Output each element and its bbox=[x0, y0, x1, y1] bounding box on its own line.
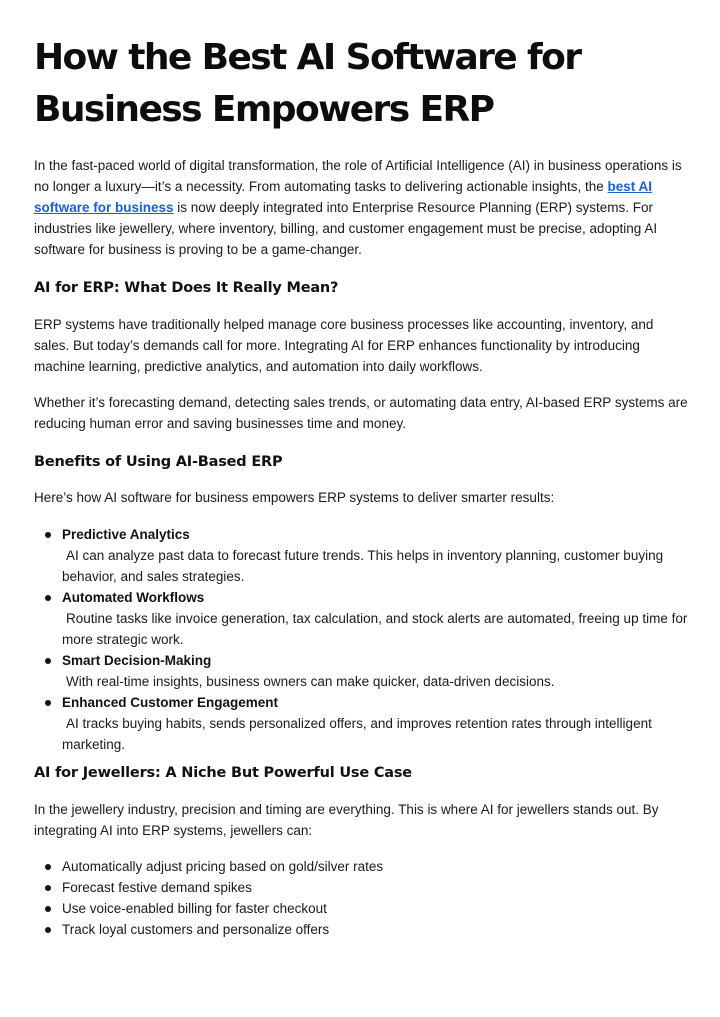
list-item bbox=[34, 692, 690, 755]
list-item: Track loyal customers and personalize offers bbox=[34, 919, 690, 940]
intro-text-before: In the fast-paced world of digital transformation, the role of Artificial Intelligence (AI) in business operations is no longer a luxury—it’s a necessity. From automating tasks to delivering actionable insights, the bbox=[34, 158, 682, 194]
section-heading-ai-for-erp: AI for ERP: What Does It Really Mean? bbox=[34, 280, 339, 296]
benefit-title: Enhanced Customer Engagement bbox=[62, 695, 279, 710]
list-item bbox=[34, 650, 690, 692]
intro-text-after: is now deeply integrated into Enterprise Resource Planning (ERP) systems. For industries like jewellery, where inventory, billing, and customer engagement must be precise, adopting AI software for business is proving to be a game-changer. bbox=[34, 200, 658, 257]
section-paragraph: ERP systems have traditionally helped manage core business processes like accounting, inventory, and sales. But today’s demands call for more. Integrating AI for ERP enhances functionality by introducing machine learning, predictive analytics, and automation into daily workflows. bbox=[34, 317, 654, 374]
intro-paragraph bbox=[34, 155, 690, 260]
benefit-description: AI can analyze past data to forecast future trends. This helps in inventory planning, customer buying behavior, and sales strategies. bbox=[62, 548, 664, 584]
benefits-list bbox=[34, 524, 690, 755]
best-ai-software-link[interactable]: best AI software for business bbox=[34, 179, 653, 215]
list-item bbox=[34, 524, 690, 587]
section-heading-benefits: Benefits of Using AI-Based ERP bbox=[34, 454, 283, 470]
section-paragraph: Whether it’s forecasting demand, detecting sales trends, or automating data entry, AI-based ERP systems are reducing human error and saving businesses time and money. bbox=[34, 395, 688, 431]
section-paragraph: Here’s how AI software for business empowers ERP systems to deliver smarter results: bbox=[34, 490, 555, 505]
list-item bbox=[34, 587, 690, 650]
benefit-title: Automated Workflows bbox=[62, 590, 205, 605]
jewellers-list bbox=[34, 856, 690, 940]
list-item: Use voice-enabled billing for faster checkout bbox=[34, 898, 690, 919]
benefit-title: Predictive Analytics bbox=[62, 527, 190, 542]
page-title: How the Best AI Software for Business Empowers ERP bbox=[34, 37, 581, 130]
section-heading-ai-for-jewellers: AI for Jewellers: A Niche But Powerful Use Case bbox=[34, 765, 412, 781]
benefit-description: Routine tasks like invoice generation, tax calculation, and stock alerts are automated, freeing up time for more strategic work. bbox=[62, 611, 688, 647]
list-item: Automatically adjust pricing based on gold/silver rates bbox=[34, 856, 690, 877]
benefit-description: AI tracks buying habits, sends personalized offers, and improves retention rates through intelligent marketing. bbox=[62, 716, 652, 752]
list-item: Forecast festive demand spikes bbox=[34, 877, 690, 898]
section-paragraph: In the jewellery industry, precision and timing are everything. This is where AI for jewellers stands out. By integrating AI into ERP systems, jewellers can: bbox=[34, 802, 659, 838]
benefit-description: With real-time insights, business owners can make quicker, data-driven decisions. bbox=[66, 674, 555, 689]
benefit-title: Smart Decision-Making bbox=[62, 653, 212, 668]
